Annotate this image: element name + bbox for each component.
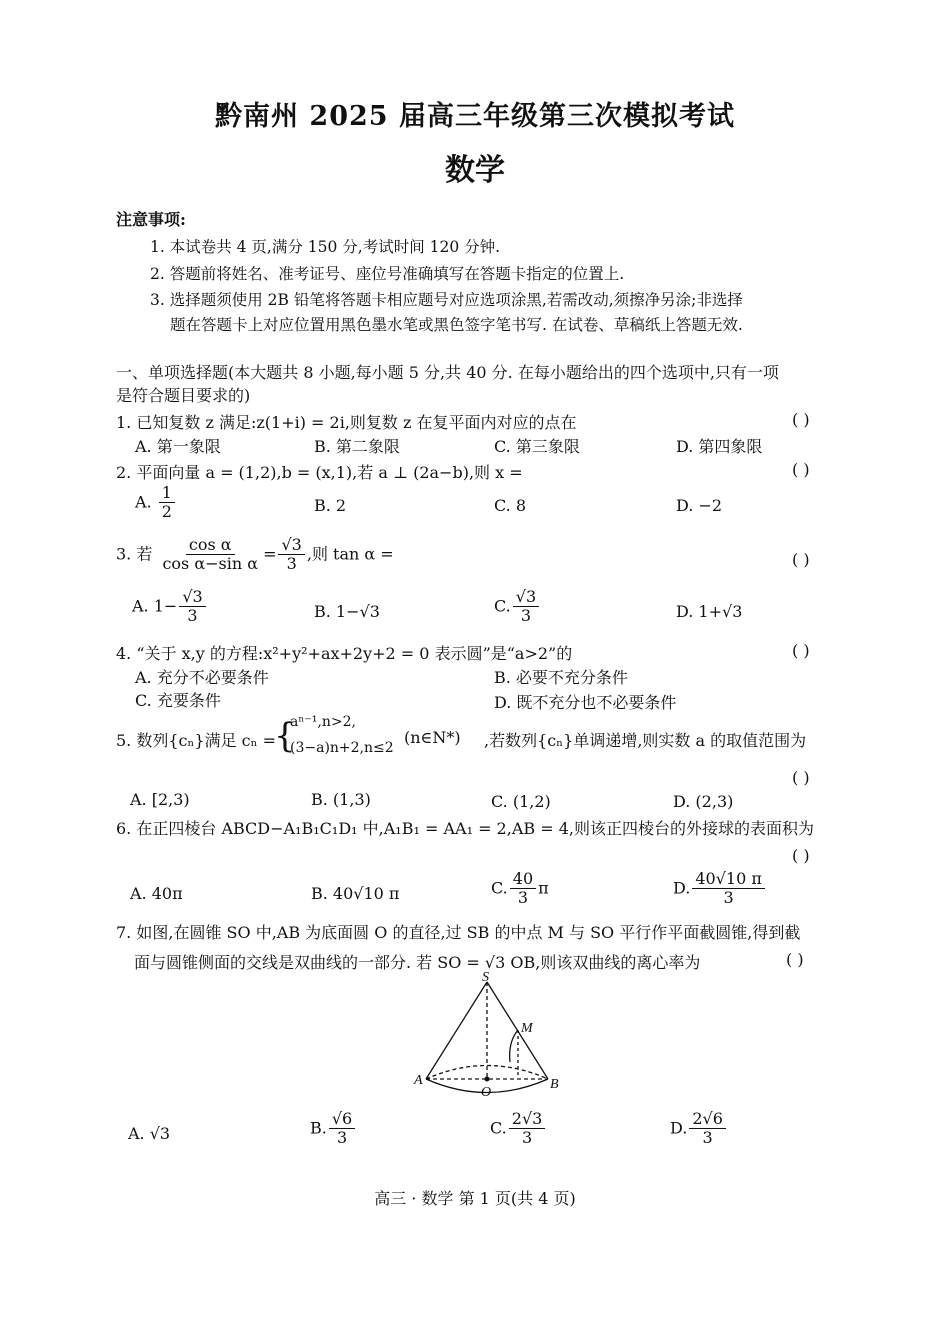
notice-item: 题在答题卡上对应位置用黑色墨水笔或黑色签字笔书写. 在试卷、草稿纸上答题无效. [170, 316, 743, 334]
brace-icon: { [274, 716, 296, 756]
q1-option-c: C. 第三象限 [494, 437, 580, 456]
notice-item: 3. 选择题须使用 2B 铅笔将答题卡相应题号对应选项涂黑,若需改动,须擦净另涂;非选择 [150, 291, 743, 309]
q3-option-d: D. 1+√3 [676, 602, 743, 621]
q3-suffix: ,则 tan α = [306, 544, 394, 564]
q6-option-a: A. 40π [130, 884, 183, 903]
fraction-denominator: 3 [336, 1128, 348, 1148]
q3-option-a [132, 588, 208, 626]
fraction [329, 1110, 355, 1148]
q5-option-a: A. [2,3) [130, 790, 190, 809]
label-m: M [521, 1021, 533, 1036]
section-heading-line2: 是符合题目要求的) [116, 386, 251, 405]
answer-paren: ( ) [792, 550, 810, 569]
q5-option-d: D. (2,3) [673, 792, 734, 811]
q3-option-c [494, 588, 541, 626]
fraction [159, 536, 261, 574]
q7-option-c [490, 1110, 547, 1148]
fraction [689, 1110, 726, 1148]
q1-option-b: B. 第二象限 [314, 437, 400, 456]
fraction-denominator: 3 [286, 554, 297, 574]
cone-figure [400, 970, 580, 1110]
fraction-denominator: 3 [723, 888, 734, 908]
fraction [692, 870, 765, 908]
page-footer: 高三 · 数学 第 1 页(共 4 页) [374, 1189, 576, 1208]
notice-item: 2. 答题前将姓名、准考证号、座位号准确填写在答题卡指定的位置上. [150, 265, 625, 283]
q3-prefix: 3. 若 [116, 544, 153, 564]
q4-option-d: D. 既不充分也不必要条件 [494, 693, 677, 712]
answer-paren: ( ) [786, 950, 804, 969]
question-5-prefix: 5. 数列{cₙ}满足 cₙ = [116, 731, 277, 750]
fraction-denominator: cos α−sin α [162, 554, 259, 574]
q5-case-1: aⁿ⁻¹,n>2, [290, 714, 356, 730]
q5-suffix: ,若数列{cₙ}单调递增,则实数 a 的取值范围为 [484, 731, 807, 750]
q3-option-a-label: A. 1− [132, 596, 178, 616]
q3-equals: = [263, 544, 277, 564]
cone-left-edge [426, 982, 487, 1079]
question-4-stem: 4. “关于 x,y 的方程:x²+y²+ax+2y+2 = 0 表示圆”是“a>2”的 [116, 644, 573, 663]
question-6-stem: 6. 在正四棱台 ABCD−A₁B₁C₁D₁ 中,A₁B₁ = AA₁ = 2,AB = 4,则该正四棱台的外接球的表面积为 [116, 819, 814, 838]
q5-case-2: (3−a)n+2,n≤2 [290, 740, 394, 756]
q2-option-c: C. 8 [494, 496, 527, 515]
fraction [179, 588, 205, 626]
q1-option-a: A. 第一象限 [135, 437, 221, 456]
q7-option-a: A. √3 [128, 1124, 171, 1143]
answer-paren: ( ) [792, 846, 810, 865]
fraction [513, 588, 539, 626]
fraction-denominator: 3 [521, 1128, 533, 1148]
question-2-stem: 2. 平面向量 a = (1,2),b = (x,1),若 a ⊥ (2a−b),则 x = [116, 463, 523, 482]
q2-option-a [135, 484, 177, 522]
q5-domain: (n∈N*) [404, 728, 461, 747]
q1-option-d: D. 第四象限 [676, 437, 763, 456]
label-a: A [414, 1073, 423, 1088]
q4-option-b: B. 必要不充分条件 [494, 668, 628, 687]
fraction-numerator: 40 [510, 870, 536, 889]
q3-option-b: B. 1−√3 [314, 602, 380, 621]
fraction-numerator: 2√3 [509, 1110, 546, 1129]
notice-item: 1. 本试卷共 4 页,满分 150 分,考试时间 120 分钟. [150, 238, 501, 256]
question-7-line2: 面与圆锥侧面的交线是双曲线的一部分. 若 SO = √3 OB,则该双曲线的离心率为 [134, 953, 701, 972]
q2-option-a-label: A. [135, 492, 152, 512]
exam-title: 黔南州 2025 届高三年级第三次模拟考试 [215, 101, 735, 132]
q3-option-c-label: C. [494, 596, 511, 616]
q6-option-c-label: C. [491, 878, 508, 898]
q7-option-b-label: B. [310, 1118, 327, 1138]
q7-option-d [670, 1110, 728, 1148]
fraction-denominator: 3 [517, 888, 529, 908]
q7-option-d-label: D. [670, 1118, 688, 1138]
label-o: O [481, 1085, 492, 1100]
fraction-numerator: 2√6 [689, 1110, 726, 1129]
fraction-denominator: 3 [702, 1128, 713, 1148]
q4-option-a: A. 充分不必要条件 [135, 668, 269, 687]
subject-title: 数学 [445, 153, 505, 188]
answer-paren: ( ) [792, 460, 810, 479]
q5-option-c: C. (1,2) [491, 792, 551, 811]
q6-option-c-pi: π [538, 878, 549, 898]
fraction-denominator: 3 [520, 606, 532, 626]
q6-option-b: B. 40√10 π [311, 884, 400, 903]
question-1-stem: 1. 已知复数 z 满足:z(1+i) = 2i,则复数 z 在复平面内对应的点在 [116, 413, 577, 432]
fraction [509, 1110, 546, 1148]
q7-option-c-label: C. [490, 1118, 507, 1138]
fraction-numerator: 40√10 π [692, 870, 765, 889]
q6-option-d [673, 870, 767, 908]
center-point [485, 1077, 490, 1082]
fraction [510, 870, 536, 908]
q6-option-c [491, 870, 549, 908]
label-b: B [550, 1077, 559, 1092]
q2-option-b: B. 2 [314, 496, 347, 515]
answer-paren: ( ) [792, 641, 810, 660]
fraction-numerator: √6 [329, 1110, 355, 1129]
fraction-numerator: √3 [513, 588, 539, 607]
q4-option-c: C. 充要条件 [135, 691, 221, 710]
fraction [159, 484, 175, 522]
q6-option-d-label: D. [673, 878, 691, 898]
fraction-denominator: 3 [187, 606, 198, 626]
q2-option-d: D. −2 [676, 496, 723, 515]
question-7-line1: 7. 如图,在圆锥 SO 中,AB 为底面圆 O 的直径,过 SB 的中点 M 与 SO 平行作平面截圆锥,得到截 [116, 923, 801, 942]
fraction-numerator: cos α [186, 536, 235, 555]
q5-option-b: B. (1,3) [311, 790, 371, 809]
answer-paren: ( ) [792, 768, 810, 787]
label-s: S [482, 970, 489, 985]
fraction-denominator: 2 [161, 502, 172, 522]
hyperbola-curve [510, 1030, 518, 1062]
fraction-numerator: √3 [278, 536, 304, 555]
answer-paren: ( ) [792, 410, 810, 429]
q7-option-b [310, 1110, 357, 1148]
fraction [278, 536, 304, 574]
fraction-numerator: √3 [179, 588, 205, 607]
section-heading-line1: 一、单项选择题(本大题共 8 小题,每小题 5 分,共 40 分. 在每小题给出的四个选项中,只有一项 [116, 363, 779, 382]
question-3-stem [116, 536, 394, 574]
fraction-numerator: 1 [159, 484, 175, 503]
notice-heading: 注意事项: [116, 210, 186, 229]
